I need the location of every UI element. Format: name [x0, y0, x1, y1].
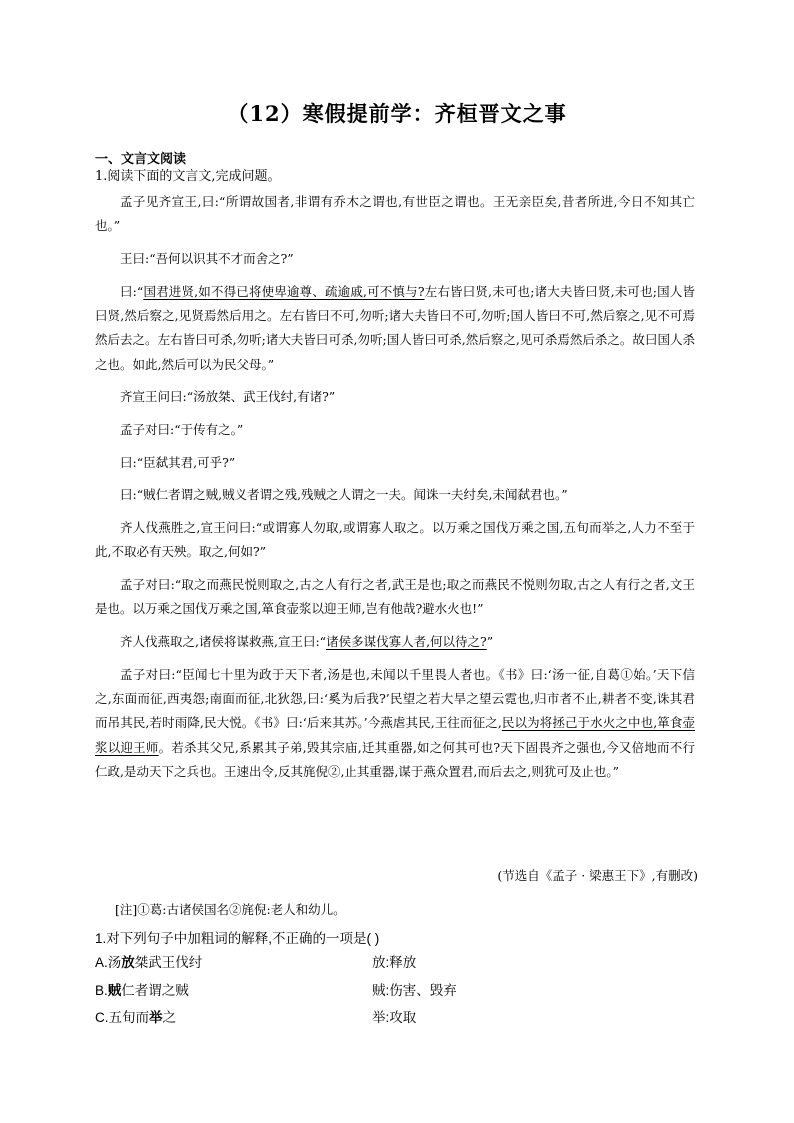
passage-paragraph: [95, 630, 695, 654]
passage-text: 王曰:“吾何以识其不才而舍之?”: [120, 250, 294, 266]
passage-text: 孟子见齐宣王,曰:“所谓故国者,非谓有乔木之谓也,有世臣之谓也。王无亲臣矣,昔者所进,今日不知其亡也。”: [95, 194, 695, 234]
passage-paragraph: [95, 280, 695, 377]
passage-text: 。若杀其父兄,系累其子弟,毁其宗庙,迁其重器,如之何其可也?天下固畏齐之强也,今又倍地而不行仁政,是动天下之兵也。王速出令,反其旄倪②,止其重器,谋于燕众置君,而后去之,则犹可及止也。”: [95, 739, 695, 779]
passage-paragraph: [95, 418, 695, 442]
passage-text: 齐人伐燕取之,诸侯将谋救燕,宣王曰:“: [120, 633, 327, 649]
passage-text: 孟子对曰:“于传有之。”: [120, 421, 244, 437]
classical-passage: [95, 190, 695, 793]
option-text: A.汤放桀武王伐纣: [95, 955, 203, 970]
instruction: 1.阅读下面的文言文,完成问题。: [95, 169, 281, 184]
passage-text: 孟子对曰:“臣闻七十里为政于天下者,汤是也,未闻以千里畏人者也。《书》曰:‘汤一征,自葛①始。’天下信之,东面而征,西夷怨;南面而征,北狄怨,曰:‘奚为后我?’民望之若大旱之望云霓也,归市者不止,耕者不变,诛其君而吊其民,若时雨降,民大悦。《书》曰:‘后来其苏。’今燕虐其民,王往而征之,: [95, 666, 695, 731]
passage-text: 左右皆曰贤,未可也;诸大夫皆曰贤,未可也;国人皆曰贤,然后察之,见贤焉然后用之。左右皆曰不可,勿听;诸大夫皆曰不可,勿听;国人皆曰不可,然后察之,见不可焉然后去之。左右皆曰可杀,勿听;诸大夫皆曰可杀,勿听;国人皆曰可杀,然后察之,见可杀焉然后杀之。故曰国人杀之也。如此,然后可以为民父母。”: [95, 283, 695, 372]
passage-paragraph: [95, 385, 695, 409]
option-explanation: 举:攻取: [372, 1010, 417, 1025]
passage-text: 孟子对曰:“取之而燕民悦则取之,古之人有行之者,武王是也;取之而燕民不悦则勿取,古之人有行之者,文王是也。以万乘之国伐万乘之国,箪食壶浆以迎王师,岂有他哉?避水火也!”: [95, 576, 695, 617]
option-text: C.五旬而举之: [95, 1010, 176, 1025]
passage-text: ”: [486, 633, 494, 649]
annotation-note: [注]①葛:古诸侯国名②旄倪:老人和幼儿。: [115, 902, 346, 917]
page-title: （12）寒假提前学：齐桓晋文之事: [227, 101, 567, 126]
passage-text: 齐人伐燕胜之,宣王问曰:“或谓寡人勿取,或谓寡人取之。以万乘之国伐万乘之国,五旬而举之,人力不至于此,不取必有天殃。取之,何如?”: [95, 520, 695, 560]
passage-paragraph: [95, 483, 695, 507]
passage-paragraph: [95, 573, 695, 622]
question-stem: 1.对下列句子中加粗词的解释,不正确的一项是( ): [95, 931, 380, 946]
passage-paragraph: [95, 516, 695, 565]
underlined-sentence: 民以为将拯己于水火之中也,箪食壶浆以迎王师: [95, 715, 695, 755]
underlined-sentence: 国君进贤,如不得已将使卑逾尊、疏逾戚,可不慎与?: [143, 283, 425, 299]
passage-paragraph: [95, 247, 695, 271]
passage-text: 曰:“贼仁者谓之贼,贼义者谓之残,残贼之人谓之一夫。闻诛一夫纣矣,未闻弑君也。”: [120, 487, 568, 503]
option-explanation: 放:释放: [372, 955, 417, 970]
source-citation: (节选自《孟子 · 梁惠王下》,有删改): [497, 868, 698, 883]
passage-text: 曰:“臣弑其君,可乎?”: [120, 454, 236, 470]
passage-paragraph: [95, 663, 695, 784]
passage-paragraph: [95, 451, 695, 475]
passage-text: 齐宣王问曰:“汤放桀、武王伐纣,有诸?”: [120, 389, 336, 405]
passage-paragraph: [95, 190, 695, 239]
section-heading: 一、文言文阅读: [95, 152, 187, 167]
passage-text: 曰:“: [120, 283, 144, 299]
underlined-sentence: 诸侯多谋伐寡人者,何以待之?: [326, 633, 487, 649]
option-explanation: 贼:伤害、毁弃: [372, 983, 457, 998]
option-text: B.贼仁者谓之贼: [95, 983, 189, 998]
